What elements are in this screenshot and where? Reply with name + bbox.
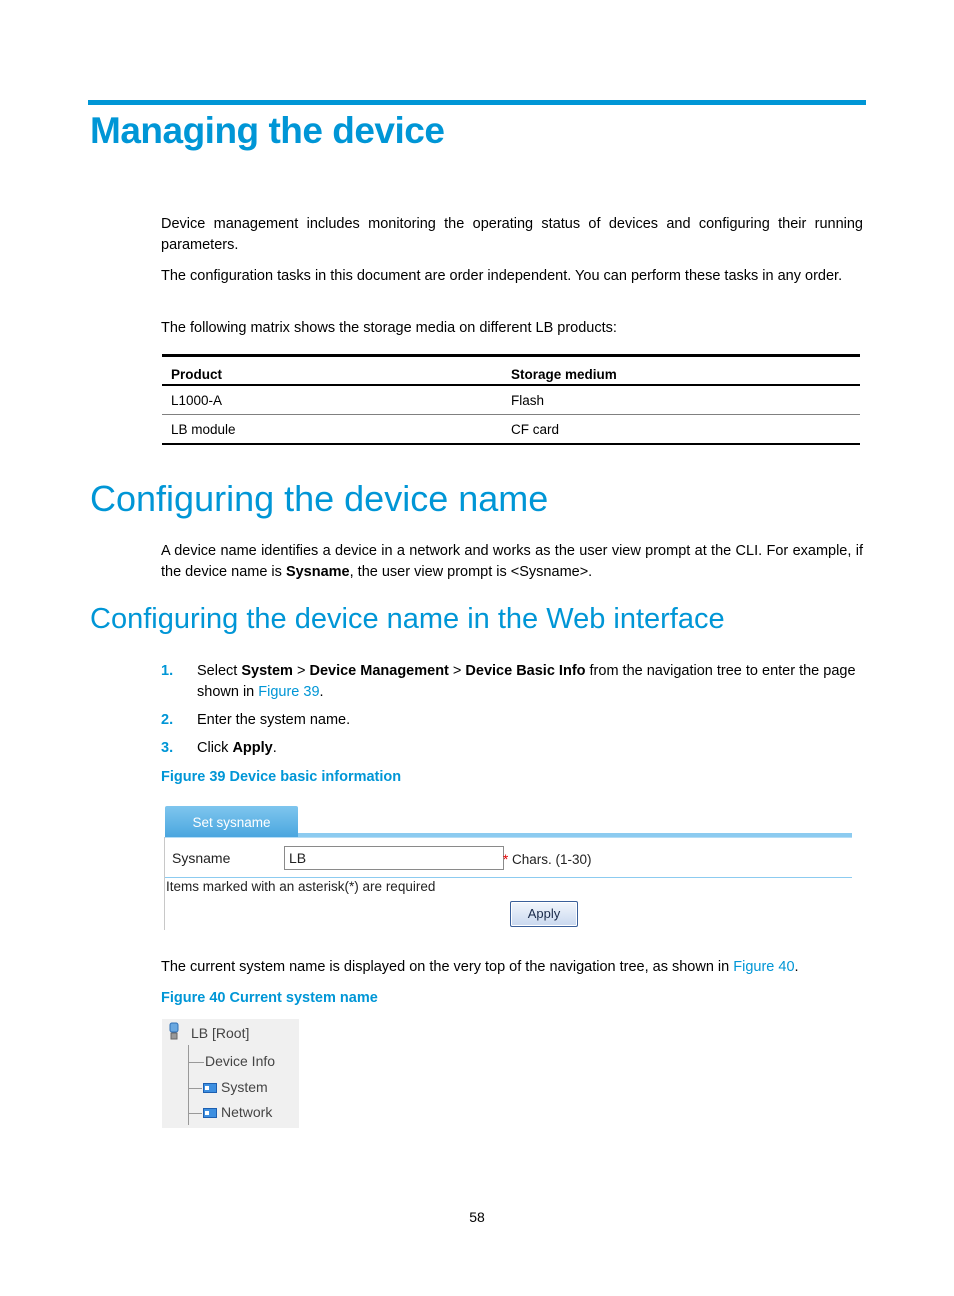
table-header-storage: Storage medium [502, 356, 860, 386]
table-row [162, 385, 860, 415]
after-figure-text: The current system name is displayed on the very top of the navigation tree, as shown in [161, 959, 734, 975]
after-figure-text: . [794, 959, 799, 975]
figure-39-link[interactable]: Figure 39 [258, 684, 320, 700]
section-text-2: , the user view prompt is <Sysname>. [349, 564, 593, 580]
page-number: 58 [469, 1209, 485, 1225]
required-note: Items marked with an asterisk(*) are required [166, 879, 436, 894]
tree-branch [188, 1062, 204, 1063]
table-cell: LB module [171, 421, 236, 437]
panel-left-border [164, 837, 165, 930]
step-text: from the navigation tree to enter the page shown in [197, 663, 856, 700]
step-text: Select [197, 663, 242, 679]
step-bold: System [241, 663, 293, 679]
apply-button[interactable]: Apply [510, 901, 578, 927]
table-cell: CF card [511, 421, 560, 437]
figure-40-link[interactable]: Figure 40 [733, 959, 795, 975]
step-2 [161, 710, 863, 731]
tree-branch [188, 1113, 202, 1114]
step-number: 2. [161, 712, 174, 728]
section-bold: Sysname [285, 564, 350, 580]
section-text-1: A device name identifies a device in a network and works as the user view prompt at the CLI. For example, if the device name is [161, 543, 863, 580]
table-header-product: Product [162, 356, 502, 386]
sysname-label: Sysname [172, 850, 231, 866]
step-bold: Apply [232, 740, 273, 756]
sysname-input[interactable]: LB [284, 846, 504, 870]
step-1 [161, 661, 863, 703]
required-hint [503, 852, 592, 867]
step-number: 1. [161, 663, 174, 679]
step-bold: Device Basic Info [465, 663, 586, 679]
figure-39-caption: Figure 39 Device basic information [161, 769, 402, 785]
step-separator: > [448, 663, 466, 679]
required-star: * [503, 852, 509, 867]
form-separator [165, 877, 852, 878]
chapter-title: Managing the device [90, 110, 445, 151]
tree-root-label[interactable]: LB [Root] [191, 1025, 250, 1041]
figure-39-device-basic-info [162, 800, 852, 932]
steps-list [161, 661, 863, 766]
required-hint-text: Chars. (1-30) [508, 852, 592, 867]
folder-icon [203, 1082, 217, 1093]
step-text: Enter the system name. [197, 712, 351, 728]
tree-item-network[interactable]: Network [221, 1104, 273, 1120]
table-cell: Flash [502, 385, 860, 415]
tab-set-sysname[interactable]: Set sysname [165, 806, 298, 837]
step-text: . [272, 740, 277, 756]
figure-40-navigation-tree [162, 1019, 299, 1128]
step-separator: > [292, 663, 310, 679]
step-text: Click [197, 740, 233, 756]
device-icon [168, 1022, 180, 1040]
chapter-rule [88, 100, 866, 105]
step-bold: Device Management [309, 663, 449, 679]
subsection-title: Configuring the device name in the Web interface [90, 603, 725, 635]
intro-paragraph-3: The following matrix shows the storage media on different LB products: [161, 320, 617, 336]
step-text: . [319, 684, 324, 700]
section-paragraph [161, 541, 863, 583]
intro-paragraph-1: Device management includes monitoring the operating status of devices and configuring their running parameters. [161, 216, 863, 253]
section-title: Configuring the device name [90, 478, 549, 519]
table-row [162, 415, 860, 445]
storage-media-table [162, 354, 860, 445]
after-figure-paragraph [161, 957, 863, 978]
intro-paragraph-2: The configuration tasks in this document are order independent. You can perform these tasks in any order. [161, 268, 843, 284]
figure-40-caption: Figure 40 Current system name [161, 990, 378, 1006]
tree-branch [188, 1088, 202, 1089]
table-cell: L1000-A [162, 385, 502, 415]
tab-divider [165, 837, 852, 838]
table-header-row [162, 356, 860, 386]
tree-item-device-info[interactable]: Device Info [205, 1053, 276, 1069]
folder-icon [203, 1107, 217, 1118]
step-3 [161, 738, 863, 759]
step-number: 3. [161, 740, 174, 756]
tree-item-system[interactable]: System [221, 1079, 268, 1095]
